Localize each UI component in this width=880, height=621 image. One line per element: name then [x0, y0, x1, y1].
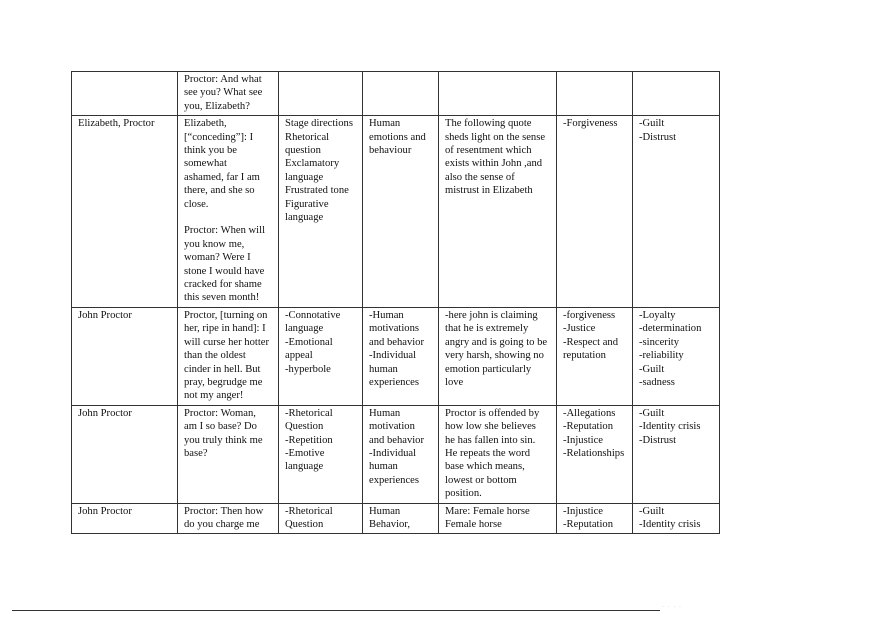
speaker-cell: [72, 503, 178, 534]
emotions-line: -sadness: [639, 376, 675, 388]
theme-cell: [363, 503, 439, 534]
techniques-line: -Rhetorical: [285, 505, 333, 517]
emotions-cell: [633, 72, 720, 116]
quote-line: not my anger!: [184, 390, 244, 402]
analysis-cell: [439, 307, 557, 405]
theme-line: motivations: [369, 323, 420, 335]
analysis-line: very harsh, showing no: [445, 350, 544, 362]
techniques-line: Stage directions: [285, 118, 353, 130]
techniques-line: Rhetorical: [285, 131, 330, 143]
analysis-line: exists within John ,and: [445, 158, 543, 170]
values-cell: [557, 307, 633, 405]
techniques-cell: [279, 405, 363, 503]
speaker-line: John Proctor: [78, 505, 132, 517]
values-cell: [557, 405, 633, 503]
values-cell: [557, 503, 633, 534]
techniques-line: language: [285, 461, 324, 473]
quote-line: think you be: [184, 145, 237, 157]
quote-line: stone I would have: [184, 265, 265, 277]
emotions-line: -Identity crisis: [639, 518, 701, 530]
quote-line: [184, 211, 273, 224]
values-line: -Injustice: [563, 434, 604, 446]
speaker-cell: [72, 72, 178, 116]
techniques-line: question: [285, 145, 321, 157]
analysis-line: mistrust in Elizabeth: [445, 185, 533, 197]
techniques-line: language: [285, 171, 324, 183]
quote-cell: [178, 503, 279, 534]
values-line: -Reputation: [563, 421, 614, 433]
techniques-line: -Repetition: [285, 434, 333, 446]
analysis-line: angry and is going to be: [445, 336, 548, 348]
theme-cell: [363, 405, 439, 503]
emotions-line: -determination: [639, 323, 702, 335]
quote-line: somewhat: [184, 158, 227, 170]
emotions-cell: [633, 503, 720, 534]
values-line: -Forgiveness: [563, 118, 618, 130]
speaker-cell: [72, 116, 178, 308]
theme-line: -Individual: [369, 447, 417, 459]
speaker-cell: [72, 405, 178, 503]
theme-line: behaviour: [369, 145, 412, 157]
theme-cell: [363, 116, 439, 308]
quote-line: am I so base? Do: [184, 421, 257, 433]
techniques-line: -Emotional: [285, 336, 333, 348]
techniques-line: -Connotative: [285, 309, 341, 321]
theme-line: Human: [369, 407, 401, 419]
analysis-line: He repeats the word: [445, 447, 531, 459]
analysis-line: lowest or bottom: [445, 474, 517, 486]
theme-line: experiences: [369, 376, 419, 388]
theme-cell: [363, 307, 439, 405]
quote-line: her, ripe in hand]: I: [184, 323, 266, 335]
techniques-line: language: [285, 323, 324, 335]
analysis-cell: [439, 503, 557, 534]
emotions-line: -Guilt: [639, 118, 665, 130]
theme-line: Human: [369, 505, 401, 517]
table-row: [72, 405, 720, 503]
page-bottom-rule: [12, 610, 660, 611]
techniques-cell: [279, 116, 363, 308]
theme-line: experiences: [369, 474, 419, 486]
analysis-line: how low she believes: [445, 421, 536, 433]
quote-line: will curse her hotter: [184, 336, 270, 348]
table-row: [72, 307, 720, 405]
analysis-cell: [439, 72, 557, 116]
analysis-table: [71, 71, 720, 534]
quote-line: [“conceding”]: I: [184, 131, 254, 143]
techniques-line: Frustrated tone: [285, 185, 349, 197]
analysis-line: The following quote: [445, 118, 532, 130]
quote-line: base?: [184, 447, 208, 459]
techniques-line: appeal: [285, 350, 313, 362]
theme-line: and behavior: [369, 434, 425, 446]
table-row: [72, 116, 720, 308]
analysis-line: he has fallen into sin.: [445, 434, 536, 446]
quote-line: see you? What see: [184, 87, 263, 99]
theme-line: emotions and: [369, 131, 426, 143]
quote-line: Proctor, [turning on: [184, 309, 268, 321]
values-line: -forgiveness: [563, 309, 616, 321]
techniques-line: -Rhetorical: [285, 407, 333, 419]
analysis-line: emotion particularly: [445, 363, 532, 375]
emotions-cell: [633, 116, 720, 308]
techniques-cell: [279, 503, 363, 534]
quote-line: there, and she so: [184, 185, 255, 197]
analysis-line: Proctor is offended by: [445, 407, 540, 419]
techniques-line: language: [285, 212, 324, 224]
values-line: -Relationships: [563, 447, 625, 459]
quote-line: do you charge me: [184, 518, 260, 530]
quote-line: you know me,: [184, 238, 245, 250]
values-line: -Respect and: [563, 336, 619, 348]
emotions-line: -Guilt: [639, 363, 665, 375]
analysis-line: of resentment which: [445, 145, 532, 157]
quote-cell: [178, 307, 279, 405]
analysis-line: base which means,: [445, 461, 525, 473]
analysis-line: Mare: Female horse: [445, 505, 530, 517]
theme-line: Behavior,: [369, 518, 411, 530]
theme-cell: [363, 72, 439, 116]
quote-line: Proctor: Then how: [184, 505, 264, 517]
quote-line: than the oldest: [184, 350, 246, 362]
theme-line: human: [369, 461, 398, 473]
quote-cell: [178, 116, 279, 308]
quote-line: you truly think me: [184, 434, 263, 446]
quote-line: you, Elizabeth?: [184, 100, 250, 112]
emotions-line: -Guilt: [639, 505, 665, 517]
quote-line: Proctor: Woman,: [184, 407, 256, 419]
techniques-line: Question: [285, 518, 324, 530]
quote-line: this seven month!: [184, 292, 260, 304]
emotions-cell: [633, 405, 720, 503]
analysis-line: that he is extremely: [445, 323, 529, 335]
quote-line: cracked for shame: [184, 279, 262, 291]
quote-line: Proctor: When will: [184, 225, 266, 237]
emotions-line: -Guilt: [639, 407, 665, 419]
theme-line: Human: [369, 118, 401, 130]
values-cell: [557, 116, 633, 308]
theme-line: -Human: [369, 309, 404, 321]
techniques-line: -hyperbole: [285, 363, 331, 375]
quote-line: woman? Were I: [184, 252, 251, 264]
speaker-cell: [72, 307, 178, 405]
techniques-line: Figurative: [285, 198, 329, 210]
values-line: -Justice: [563, 323, 596, 335]
emotions-cell: [633, 307, 720, 405]
values-line: reputation: [563, 350, 606, 362]
techniques-line: -Emotive: [285, 447, 325, 459]
footer-mark: · · · ·: [662, 604, 682, 610]
table-row: [72, 503, 720, 534]
techniques-line: Exclamatory: [285, 158, 340, 170]
table-row: [72, 72, 720, 116]
values-line: -Injustice: [563, 505, 604, 517]
theme-line: and behavior: [369, 336, 425, 348]
theme-line: motivation: [369, 421, 415, 433]
speaker-line: John Proctor: [78, 407, 132, 419]
analysis-line: -here john is claiming: [445, 309, 538, 321]
quote-line: ashamed, far I am: [184, 171, 260, 183]
emotions-line: -Distrust: [639, 434, 677, 446]
quote-line: cinder in hell. But: [184, 363, 261, 375]
theme-line: human: [369, 363, 398, 375]
techniques-cell: [279, 307, 363, 405]
emotions-line: -Loyalty: [639, 309, 676, 321]
emotions-line: -Identity crisis: [639, 421, 701, 433]
techniques-line: Question: [285, 421, 324, 433]
analysis-line: love: [445, 376, 464, 388]
emotions-line: -reliability: [639, 350, 684, 362]
quote-cell: [178, 72, 279, 116]
values-line: -Allegations: [563, 407, 616, 419]
quote-line: pray, begrudge me: [184, 376, 263, 388]
quote-line: Elizabeth,: [184, 118, 227, 130]
speaker-line: Elizabeth, Proctor: [78, 118, 155, 130]
quote-line: close.: [184, 198, 209, 210]
quote-cell: [178, 405, 279, 503]
emotions-line: -sincerity: [639, 336, 680, 348]
analysis-cell: [439, 116, 557, 308]
analysis-line: Female horse: [445, 518, 502, 530]
values-line: -Reputation: [563, 518, 614, 530]
values-cell: [557, 72, 633, 116]
theme-line: -Individual: [369, 350, 417, 362]
speaker-line: John Proctor: [78, 309, 132, 321]
emotions-line: -Distrust: [639, 131, 677, 143]
analysis-line: also the sense of: [445, 171, 515, 183]
analysis-cell: [439, 405, 557, 503]
quote-line: Proctor: And what: [184, 74, 262, 85]
analysis-line: position.: [445, 488, 482, 500]
techniques-cell: [279, 72, 363, 116]
analysis-line: sheds light on the sense: [445, 131, 546, 143]
